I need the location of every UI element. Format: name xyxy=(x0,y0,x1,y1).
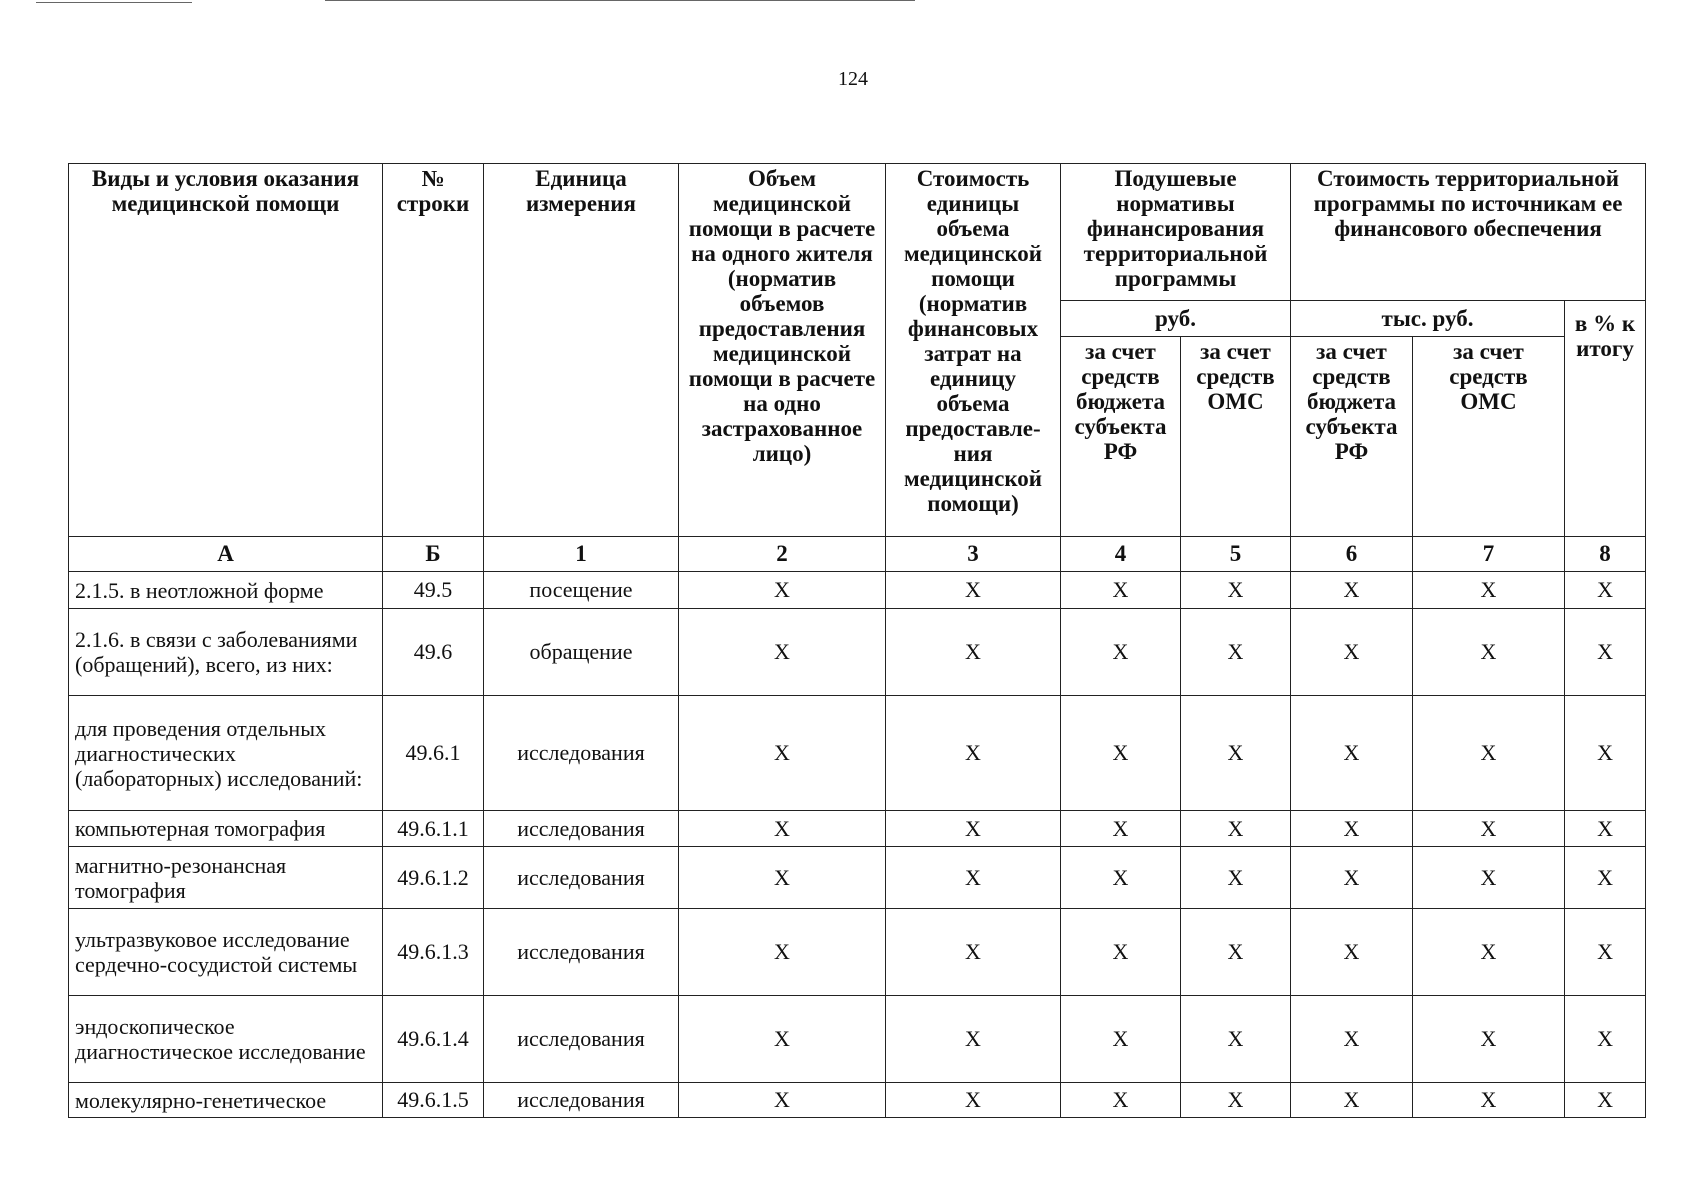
row-value: X xyxy=(679,847,886,909)
row-number: 49.6.1.1 xyxy=(383,811,484,847)
row-value: X xyxy=(1565,909,1646,996)
row-number: 49.5 xyxy=(383,572,484,609)
row-name: ультразвуковое исследование сердечно-сосудистой системы xyxy=(69,909,383,996)
table-row xyxy=(69,572,1646,609)
row-name: эндоскопическое диагностическое исследование xyxy=(69,996,383,1083)
row-value: X xyxy=(1181,909,1291,996)
table-row xyxy=(69,847,1646,909)
row-value: X xyxy=(1181,996,1291,1083)
row-value: X xyxy=(1181,696,1291,811)
row-value: X xyxy=(679,1083,886,1118)
row-value: X xyxy=(1291,572,1413,609)
header-thous-rub: тыс. руб. xyxy=(1291,301,1565,337)
row-value: X xyxy=(1061,1083,1181,1118)
row-value: X xyxy=(679,609,886,696)
financing-table xyxy=(68,163,1646,1118)
header-oms-rub: за счет средств ОМС xyxy=(1181,337,1291,537)
row-unit: исследования xyxy=(484,996,679,1083)
colnum-3: 3 xyxy=(886,537,1061,572)
header-rub: руб. xyxy=(1061,301,1291,337)
row-unit: исследования xyxy=(484,909,679,996)
row-number: 49.6.1.5 xyxy=(383,1083,484,1118)
row-value: X xyxy=(1565,609,1646,696)
colnum-7: 7 xyxy=(1413,537,1565,572)
page-number: 124 xyxy=(838,68,868,90)
row-value: X xyxy=(679,572,886,609)
row-unit: исследования xyxy=(484,847,679,909)
header-unit-cost: Стоимость единицы объема медицинской помощи (норматив финансовых затрат на единицу объема предоставле-ния медицинской помощи) xyxy=(886,164,1061,537)
row-value: X xyxy=(1413,1083,1565,1118)
row-value: X xyxy=(1413,609,1565,696)
colnum-4: 4 xyxy=(1061,537,1181,572)
header-row-no: № строки xyxy=(383,164,484,537)
row-value: X xyxy=(1291,609,1413,696)
row-number: 49.6.1 xyxy=(383,696,484,811)
row-value: X xyxy=(886,1083,1061,1118)
header-oms-thous: за счет средств ОМС xyxy=(1413,337,1565,537)
header-budget-rub: за счет средств бюджета субъекта РФ xyxy=(1061,337,1181,537)
row-value: X xyxy=(1061,847,1181,909)
colnum-2: 2 xyxy=(679,537,886,572)
row-value: X xyxy=(1565,1083,1646,1118)
row-value: X xyxy=(1061,572,1181,609)
row-value: X xyxy=(1565,811,1646,847)
colnum-a: А xyxy=(69,537,383,572)
header-percent: в % к итогу xyxy=(1565,301,1646,537)
row-value: X xyxy=(1565,696,1646,811)
table-row xyxy=(69,996,1646,1083)
row-value: X xyxy=(1413,572,1565,609)
colnum-8: 8 xyxy=(1565,537,1646,572)
row-name: магнитно-резонансная томография xyxy=(69,847,383,909)
row-unit: исследования xyxy=(484,696,679,811)
row-value: X xyxy=(1565,572,1646,609)
row-value: X xyxy=(886,996,1061,1083)
row-name: молекулярно-генетическое xyxy=(69,1083,383,1118)
row-name: компьютерная томография xyxy=(69,811,383,847)
row-value: X xyxy=(1181,572,1291,609)
header-program-cost: Стоимость территориальной программы по источникам ее финансового обеспечения xyxy=(1291,164,1646,301)
row-value: X xyxy=(1291,909,1413,996)
row-name: для проведения отдельных диагностических (лабораторных) исследований: xyxy=(69,696,383,811)
row-value: X xyxy=(1061,909,1181,996)
row-value: X xyxy=(1181,847,1291,909)
row-value: X xyxy=(886,811,1061,847)
row-value: X xyxy=(1413,996,1565,1083)
row-value: X xyxy=(1291,811,1413,847)
row-number: 49.6 xyxy=(383,609,484,696)
scan-line-right xyxy=(325,0,915,1)
row-value: X xyxy=(886,609,1061,696)
row-value: X xyxy=(886,847,1061,909)
row-value: X xyxy=(1291,696,1413,811)
row-value: X xyxy=(1061,696,1181,811)
row-value: X xyxy=(1181,609,1291,696)
table-row xyxy=(69,811,1646,847)
header-kinds: Виды и условия оказания медицинской помощи xyxy=(69,164,383,537)
row-name: 2.1.5. в неотложной форме xyxy=(69,572,383,609)
row-number: 49.6.1.3 xyxy=(383,909,484,996)
row-value: X xyxy=(1181,811,1291,847)
header-budget-thous: за счет средств бюджета субъекта РФ xyxy=(1291,337,1413,537)
scan-line-left xyxy=(36,2,192,3)
row-value: X xyxy=(1565,847,1646,909)
row-name: 2.1.6. в связи с заболеваниями (обращений), всего, из них: xyxy=(69,609,383,696)
header-per-capita: Подушевые нормативы финансирования территориальной программы xyxy=(1061,164,1291,301)
colnum-6: 6 xyxy=(1291,537,1413,572)
row-value: X xyxy=(1413,909,1565,996)
row-value: X xyxy=(1291,996,1413,1083)
row-value: X xyxy=(1061,996,1181,1083)
row-value: X xyxy=(886,909,1061,996)
row-value: X xyxy=(1061,811,1181,847)
row-value: X xyxy=(679,996,886,1083)
row-unit: посещение xyxy=(484,572,679,609)
table-row xyxy=(69,909,1646,996)
row-number: 49.6.1.4 xyxy=(383,996,484,1083)
colnum-5: 5 xyxy=(1181,537,1291,572)
column-numbers-row xyxy=(69,537,1646,572)
row-unit: исследования xyxy=(484,811,679,847)
row-value: X xyxy=(1413,811,1565,847)
row-value: X xyxy=(1181,1083,1291,1118)
row-value: X xyxy=(679,811,886,847)
row-value: X xyxy=(679,696,886,811)
table-row xyxy=(69,696,1646,811)
row-value: X xyxy=(886,696,1061,811)
row-value: X xyxy=(1413,696,1565,811)
table-row xyxy=(69,609,1646,696)
colnum-b: Б xyxy=(383,537,484,572)
row-number: 49.6.1.2 xyxy=(383,847,484,909)
row-value: X xyxy=(1291,847,1413,909)
row-value: X xyxy=(1565,996,1646,1083)
row-value: X xyxy=(1413,847,1565,909)
row-value: X xyxy=(679,909,886,996)
header-unit: Единица измерения xyxy=(484,164,679,537)
header-volume: Объем медицинской помощи в расчете на одного жителя (норматив объемов предоставления медицинской помощи в расчете на одно застрахованное лицо) xyxy=(679,164,886,537)
row-value: X xyxy=(886,572,1061,609)
colnum-1: 1 xyxy=(484,537,679,572)
row-value: X xyxy=(1291,1083,1413,1118)
table-row xyxy=(69,1083,1646,1118)
row-value: X xyxy=(1061,609,1181,696)
row-unit: обращение xyxy=(484,609,679,696)
row-unit: исследования xyxy=(484,1083,679,1118)
